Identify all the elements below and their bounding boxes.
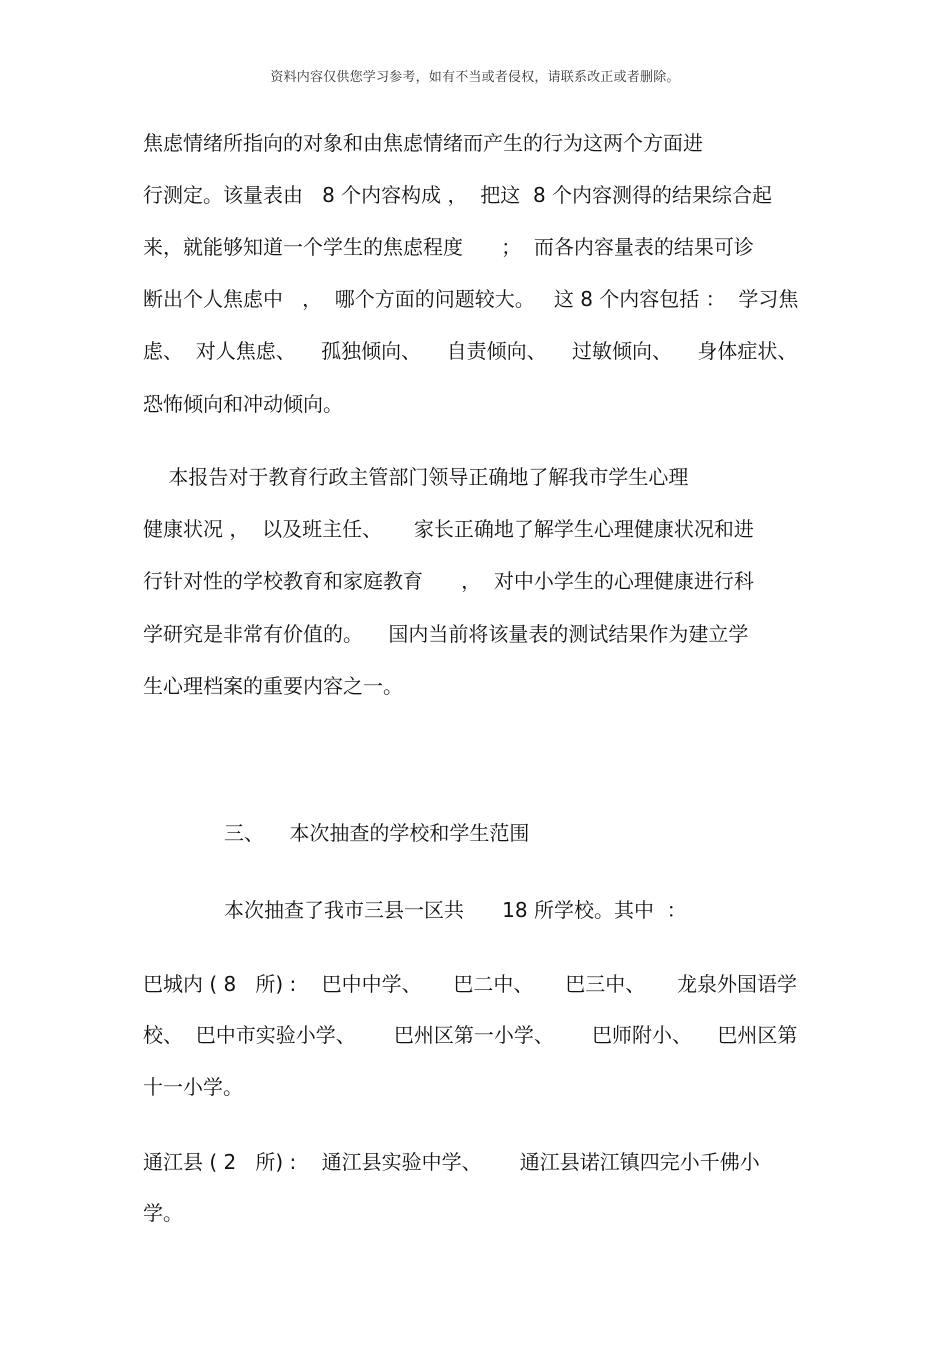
section-heading: 三、 本次抽查的学校和学生范围: [224, 821, 530, 845]
text-line: 校、 巴中市实验小学、 巴州区第一小学、 巴师附小、 巴州区第: [143, 1023, 798, 1047]
text-line: 行针对性的学校教育和家庭教育 ， 对中小学生的心理健康进行科: [143, 569, 754, 593]
text-line: 断出个人焦虑中 ， 哪个方面的问题较大。 这 8 个内容包括 ： 学习焦: [143, 287, 799, 311]
document-header-notice: 资料内容仅供您学习参考，如有不当或者侵权，请联系改正或者删除。: [270, 70, 680, 85]
section-intro: 本次抽查了我市三县一区共 18 所学校。其中 ：: [224, 898, 687, 922]
text-line: 行测定。该量表由 8 个内容构成 ， 把这 8 个内容测得的结果综合起: [143, 183, 773, 207]
text-line: 学研究是非常有价值的。 国内当前将该量表的测试结果作为建立学: [143, 622, 749, 646]
text-line: 本报告对于教育行政主管部门领导正确地了解我市学生心理: [143, 465, 689, 489]
text-line: 巴城内 ( 8 所) : 巴中中学、 巴二中、 巴三中、 龙泉外国语学: [143, 972, 798, 996]
text-line: 生心理档案的重要内容之一。: [143, 674, 403, 698]
text-line: 十一小学。: [143, 1075, 243, 1099]
text-line: 恐怖倾向和冲动倾向。: [143, 392, 343, 416]
text-line: 通江县 ( 2 所) : 通江县实验中学、 通江县诺江镇四完小千佛小: [143, 1150, 760, 1174]
text-line: 来，就能够知道一个学生的焦虑程度 ； 而各内容量表的结果可诊: [143, 235, 754, 259]
text-line: 学。: [143, 1201, 183, 1225]
text-line: 健康状况 ， 以及班主任、 家长正确地了解学生心理健康状况和进: [143, 517, 754, 541]
text-line: 虑、 对人焦虑、 孤独倾向、 自责倾向、 过敏倾向、 身体症状、: [143, 339, 798, 363]
text-line: 焦虑情绪所指向的对象和由焦虑情绪而产生的行为这两个方面进: [143, 131, 703, 155]
